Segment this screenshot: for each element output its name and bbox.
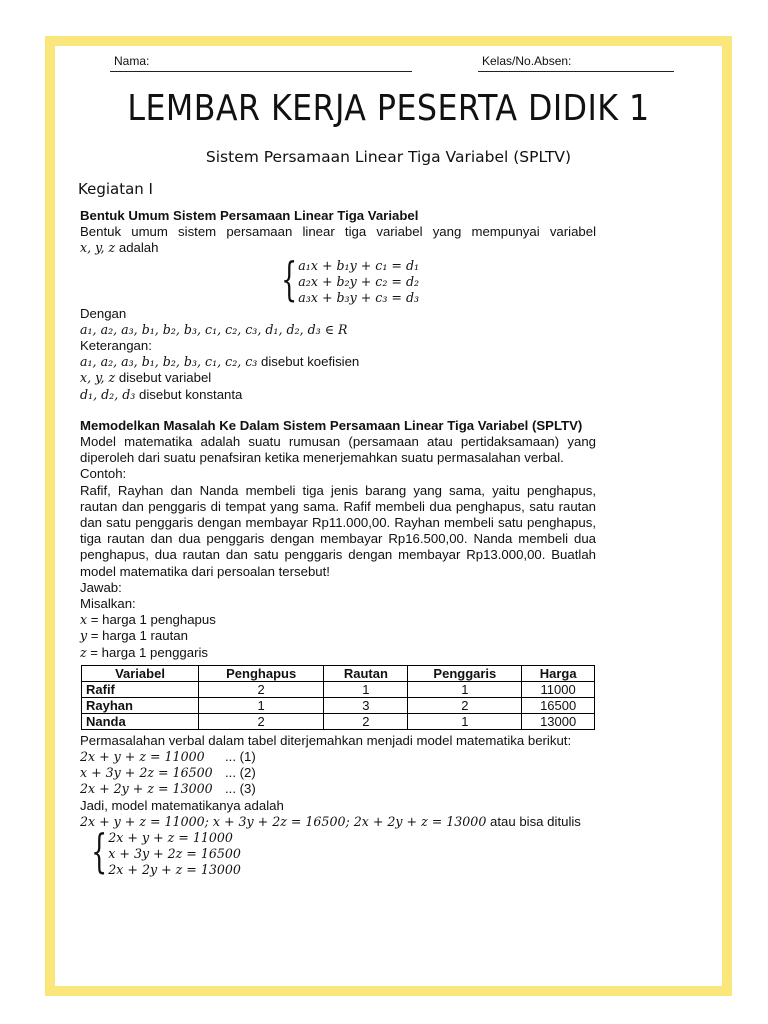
var-x-text: = harga 1 penghapus — [87, 612, 216, 628]
equation-1-math: 2x + y + z = 11000 — [80, 749, 205, 765]
variabel-text: disebut variabel — [115, 370, 212, 386]
table-cell: 2 — [199, 681, 324, 697]
final-eq-3: 2x + 2y + z = 13000 — [108, 862, 241, 878]
conclusion-label: Jadi, model matematikanya adalah — [80, 797, 284, 813]
intro-end: adalah — [115, 240, 159, 256]
equation-3-tag: ... (3) — [225, 781, 256, 797]
worksheet-content — [80, 208, 596, 878]
var-z — [80, 645, 596, 661]
var-z-symbol: z — [80, 644, 87, 660]
equation-3 — [80, 781, 596, 797]
data-table — [81, 665, 595, 730]
table-row — [82, 697, 595, 713]
keterangan-variabel — [80, 370, 596, 386]
table-cell: Rayhan — [82, 697, 199, 713]
kelas-underline — [478, 71, 674, 72]
table-cell: Nanda — [82, 713, 199, 729]
koefisien-text: disebut koefisien — [257, 354, 360, 370]
jawab-label: Jawab: — [80, 579, 122, 595]
var-y-symbol: y — [80, 628, 88, 644]
koefisien-math: a₁, a₂, a₃, b₁, b₂, b₃, c₁, c₂, c₃ — [80, 354, 258, 370]
contoh-label: Contoh: — [80, 466, 127, 482]
general-eq-3: a₃x + b₃y + c₃ = d₃ — [298, 289, 420, 305]
section1-intro-line2 — [80, 240, 596, 256]
general-eq-2: a₂x + b₂y + c₂ = d₂ — [298, 273, 420, 289]
nama-field[interactable] — [110, 54, 412, 68]
equation-2-math: x + 3y + 2z = 16500 — [80, 765, 213, 781]
keterangan-koefisien — [80, 354, 596, 370]
konstanta-math: d₁, d₂, d₃ — [80, 386, 136, 402]
general-form-system — [268, 251, 596, 306]
final-eq-2: x + 3y + 2z = 16500 — [108, 846, 241, 862]
table-cell: 1 — [408, 713, 522, 729]
general-eq-1: a₁x + b₁y + c₁ = d₁ — [298, 257, 420, 273]
brace-symbol: { — [91, 824, 108, 879]
conclusion-line — [80, 814, 596, 830]
table-cell: 3 — [324, 697, 408, 713]
keterangan-label: Keterangan: — [80, 338, 152, 354]
final-system — [78, 824, 596, 879]
nama-label: Nama: — [114, 54, 150, 68]
table-cell: 1 — [408, 681, 522, 697]
table-header: Harga — [522, 665, 595, 681]
translate-text: Permasalahan verbal dalam tabel diterjemahkan menjadi model matematika berikut: — [80, 732, 572, 748]
table-header: Variabel — [82, 665, 199, 681]
variabel-math: x, y, z — [80, 370, 116, 386]
final-eq-1: 2x + y + z = 11000 — [108, 830, 233, 846]
table-cell: Rafif — [82, 681, 199, 697]
dengan-label: Dengan — [80, 305, 127, 321]
table-cell: 2 — [408, 697, 522, 713]
table-header: Penghapus — [199, 665, 324, 681]
var-y — [80, 628, 596, 644]
equation-3-math: 2x + 2y + z = 13000 — [80, 781, 213, 797]
equation-2-tag: ... (2) — [225, 765, 256, 781]
dengan-math: a₁, a₂, a₃, b₁, b₂, b₃, c₁, c₂, c₃, d₁, d₂, d₃ ∈ R — [80, 321, 348, 337]
page-title: LEMBAR KERJA PESERTA DIDIK 1 — [127, 88, 650, 129]
table-cell: 2 — [324, 713, 408, 729]
equation-1-tag: ... (1) — [225, 749, 256, 765]
brace-symbol: { — [281, 251, 298, 306]
kelas-field[interactable] — [478, 54, 674, 68]
var-x — [80, 612, 596, 628]
var-x-symbol: x — [80, 612, 88, 628]
equation-2 — [80, 765, 596, 781]
table-cell: 16500 — [522, 697, 595, 713]
kelas-label: Kelas/No.Absen: — [482, 54, 572, 68]
conclusion-end: atau bisa ditulis — [486, 813, 581, 829]
page-subtitle: Sistem Persamaan Linear Tiga Variabel (SPLTV) — [205, 148, 572, 166]
table-header-row — [82, 665, 595, 681]
table-row — [82, 681, 595, 697]
activity-label: Kegiatan I — [78, 180, 153, 198]
table-header: Penggaris — [408, 665, 522, 681]
var-z-text: = harga 1 penggaris — [86, 644, 208, 660]
section1-heading: Bentuk Umum Sistem Persamaan Linear Tiga Variabel — [80, 208, 419, 223]
misalkan-label: Misalkan: — [80, 596, 136, 612]
konstanta-text: disebut konstanta — [135, 386, 243, 402]
equation-1 — [80, 749, 596, 765]
table-header: Rautan — [324, 665, 408, 681]
intro-vars: x, y, z — [80, 240, 116, 256]
problem-text: Rafif, Rayhan dan Nanda membeli tiga jenis barang yang sama, yaitu penghapus, rautan dan penggaris di tempat yang sama. Rafif membeli dua penghapus, satu rautan dan satu penggaris dengan membayar Rp11.000,00. Rayhan membeli satu penghapus, tiga rautan dan dua penggaris dengan membayar Rp16.500,00. Nanda membeli dua penghapus, dua rautan dan satu penggaris dengan membayar Rp13.000,00. Buatlah model matematika dari persoalan tersebut! — [80, 482, 596, 579]
nama-underline — [110, 71, 412, 72]
conclusion-math: 2x + y + z = 11000; x + 3y + 2z = 16500; 2x + 2y + z = 13000 — [80, 813, 487, 829]
table-cell: 11000 — [522, 681, 595, 697]
section1-intro — [80, 224, 596, 240]
section2-heading: Memodelkan Masalah Ke Dalam Sistem Persamaan Linear Tiga Variabel (SPLTV) — [80, 417, 583, 433]
keterangan-konstanta — [80, 387, 596, 403]
table-cell: 1 — [199, 697, 324, 713]
table-cell: 2 — [199, 713, 324, 729]
var-y-text: = harga 1 rautan — [87, 628, 188, 644]
intro-text: Bentuk umum sistem persamaan linear tiga variabel yang mempunyai variabel — [80, 224, 596, 240]
table-cell: 1 — [324, 681, 408, 697]
table-cell: 13000 — [522, 713, 595, 729]
section2-definition: Model matematika adalah suatu rumusan (persamaan atau pertidaksamaan) yang diperoleh dari suatu penafsiran ketika menerjemahkan suatu permasalahan verbal. — [80, 434, 596, 466]
table-row — [82, 713, 595, 729]
